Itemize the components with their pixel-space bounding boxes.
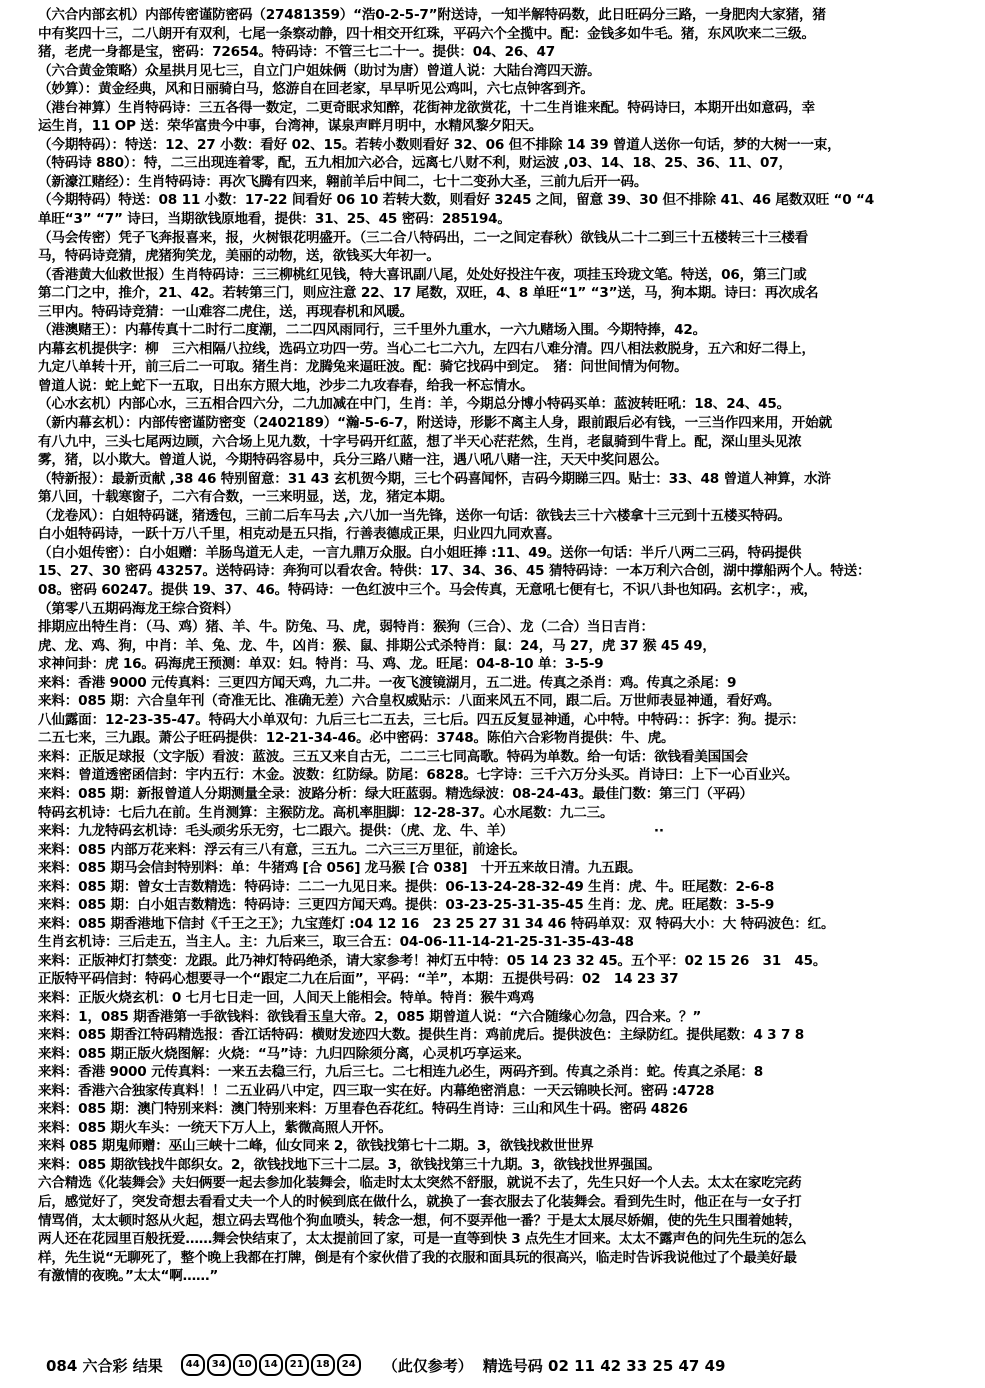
- text-line: 猪，老虎一身都是宝，密码：72654。特码诗：不管三七二十一。提供：04、26、47: [38, 44, 556, 61]
- text-line: 来料：正版神灯打禁变：龙跟。此乃神灯特码绝杀，请大家参考！神灯五中特：05 14 23 32 45。五个平：02 15 26 31 45。: [38, 952, 827, 969]
- text-line: 情骂俏，太太顿时怒从火起，想立码去骂他个狗血喷头，转念一想，何不耍弄他一番？于是太太展尽娇媚，使的先生只围着她转，: [38, 1212, 802, 1229]
- text-line: 曾道人说：蛇上蛇下一五取，日出东方照大地，沙步二九攻春春，给我一杯忘情水。: [38, 377, 534, 394]
- text-line: 来料：九龙特码玄机诗：毛头顽劣乐无穷，七二跟六。提供：（虎、龙、牛、羊） ··: [38, 823, 664, 840]
- text-line: （特新报）：最新贡献 ,38 46 特别留意：31 43 玄机贺今期，三七个码喜闻怀，吉码今期睇三四。贴士：33、48 曾道人神算，水浒: [38, 470, 831, 487]
- text-line: 第二门之中，推介，21、42。若转第三门，则应注意 22、17 尾数，双旺，4、8 单旺“1” “3”送，马，狗本期。诗曰：再次成名: [38, 285, 819, 302]
- text-line: 六合精选《化装舞会》夫妇俩要一起去参加化装舞会，临走时太太突然不舒服，就说不去了，先生只好一个人去。太太在家吃完药: [38, 1175, 802, 1192]
- text-line: 来料：085 期：白小姐吉数精选：特码诗：三更四方闻天鸡。提供：03-23-25-31-35-45 生肖：龙、虎。旺尾数：3-5-9: [38, 897, 775, 914]
- text-line: 九定八单转十开，前三后二一可取。猪生肖：龙腾兔来逼旺波。配：骑它找码中到定。 猪：问世间情为何物。: [38, 359, 688, 376]
- selected-numbers: 精选号码 02 11 42 33 25 47 49: [482, 1356, 726, 1375]
- text-line: 来料：香港 9000 元传真料：一来五去稳三行，九后三七。二七相连九必生，两码齐到。传真之杀肖：蛇。传真之杀尾：8: [38, 1064, 764, 1081]
- text-line: 有八九中，三头七尾两边顾，六合场上见九数，十字号码开红蓝，想了半天心茫茫然，生肖，老鼠骑到牛背上。配，深山里头见浓: [38, 433, 802, 450]
- text-line: （新濠江赌经）：生肖特码诗：再次飞腾有四来，翱前羊后中间二，七十二变孙大圣，三前九后开一码。: [38, 173, 648, 190]
- text-line: 后，感觉好了，突发奇想去看看丈夫一个人的时候到底在做什么，就换了一套衣服去了化装舞会。看到先生时，他正在与一女子打: [38, 1194, 802, 1210]
- text-line: 中有奖四十三，二八朗开有双利，七尾一条察动静，四十相交开红珠，平码六个全揽中。配：金钱多如牛毛。猪，东风吹来二三级。: [38, 25, 815, 42]
- text-line: 15、27、30 密码 43257。送特码诗：奔狗可以看农舍。特供：17、34、36、45 猜特码诗：一本万利六合创，湖中撑船两个人。特送：: [38, 563, 871, 580]
- result-ball: 24: [337, 1354, 361, 1376]
- reference-note: （此仅参考）: [382, 1356, 473, 1375]
- text-line: 来料：香港 9000 元传真料：三更四方闻天鸡，九二井。一夜飞渡镜湖月，五二进。传真之杀肖：鸡。传真之杀尾：9: [38, 674, 737, 691]
- text-line: 来料：085 期：曾女士吉数精选：特码诗：二二一九见日来。提供：06-13-24-28-32-49 生肖：虎、牛。旺尾数：2-6-8: [38, 878, 775, 895]
- result-ball: 21: [285, 1354, 309, 1376]
- text-line: （今期特码）：特送：12、27 小数：看好 02、15。若转小数则看好 32、06 但不排除 14 39 曾道人送你一句话，梦的大树一一束，: [38, 136, 841, 153]
- result-ball: 14: [259, 1354, 283, 1376]
- text-line: 来料：085 期香港地下信封《千王之王》；九宝莲灯 :04 12 16 23 25 27 31 34 46 特码单双：双 特码大小：大 特码波色：红。: [38, 915, 835, 932]
- results-footer: [46, 1352, 976, 1378]
- text-line: 排期应出特生肖：（马、鸡）猪、羊、牛。防兔、马、虎，弱特肖：猴狗（三合）、龙（二合）当日吉肖：: [38, 619, 654, 636]
- text-line: 虎、龙、鸡、狗，中肖：羊、兔、龙、牛，凶肖：猴、鼠、排期公式杀特肖：鼠：24，马 27，虎 37 猴 45 49，: [38, 637, 716, 654]
- text-line: 二五七来，三九跟。萧公子旺码提供：12-21-34-46。必中密码：3748。陈伯六合彩物肖提供：牛、虎。: [38, 730, 675, 747]
- text-line: 特码玄机诗：七后九在前。生肖测算：主猴防龙。高机率胆脚：12-28-37。心水尾数：九二三。: [38, 804, 614, 821]
- text-line: 来料：曾道透密函信封：宇内五行：木金。波数：红防绿。防尾：6828。七字诗：三千六万分头买。肖诗曰：上下一心百业兴。: [38, 767, 799, 784]
- text-line: 来料：085 期欲钱找牛郎织女。2，欲钱找地下三十二层。3，欲钱找第三十九期。3，欲钱找世界强国。: [38, 1156, 661, 1173]
- text-line: 来料：正版足球报（文字版）看波：蓝波。三五又来自古无，二二三七同高歌。特码为单数。给一句话：欲钱看美国国会: [38, 748, 748, 765]
- result-ball: 10: [233, 1354, 257, 1376]
- result-ball: 34: [207, 1354, 231, 1376]
- text-line: 样，先生说“无聊死了，整个晚上我都在打牌，倒是有个家伙借了我的衣服和面具玩的很高兴，临走时告诉我说他过了个最美好最: [38, 1249, 797, 1266]
- text-line: 正版特平码信封：特码心想要寻一个“跟定二九在后面”，平码：“羊”，本期：五提供号码：02 14 23 37: [38, 971, 679, 988]
- text-line: （港澳赌王）：内幕传真十二时行二度潮，二二四风雨同行，三千里外九重水，一六九赌场入围。今期特捧，42。: [38, 322, 707, 339]
- text-line: 来料：085 期：六合皇年刊（奇准无比、准确无差）六合皇权威贴示：八面来风五不同，跟二后。万世师表显神通，看好鸡。: [38, 693, 781, 710]
- result-ball: 44: [181, 1354, 205, 1376]
- text-line: （新内幕玄机）：内部传密谨防密变（2402189）“瀚-5-6-7，附送诗，形影不离主人身，跟前跟后必有钱，一三当作四来用，开始就: [38, 415, 832, 432]
- text-line: 白小姐特码诗，一跃十万八千里，相克动是五只指，行善表德成正果，归业四九同欢喜。: [38, 526, 561, 543]
- text-line: （第零八五期码海龙王综合资料）: [38, 600, 239, 617]
- text-line: 来料：正版火烧玄机：0 七月七日走一回，人间天上能相会。特单。特肖：猴牛鸡鸡: [38, 989, 534, 1006]
- text-line: 运生肖，11 OP 送：荣华富贵今中事，台湾神，谋泉声畔月明中，水精风黎夕阳天。: [38, 118, 543, 135]
- result-ball: 18: [311, 1354, 335, 1376]
- text-line: （心水玄机）内部心水，三五相合四六分，二九加减在中门，生肖：羊，今期总分博小特码买单：蓝波转旺吼：18、24、45。: [38, 396, 791, 413]
- text-line: （龙卷风）：白姐特码谜，猪透包，三前二后车马去 ,六八加一当先锋，送你一句话：欲钱去三十六楼拿十三元到十五楼买特码。: [38, 507, 791, 524]
- text-line: 来料：1，085 期香港第一手欲钱料：欲钱看玉皇大帝。2，085 期曾道人说：“六合随缘心勿急，四合来。？”: [38, 1008, 702, 1025]
- text-line: 内幕玄机提供字：柳 三六相隔八拉线，选码立功四一劳。当心二七二六九，左四右八难分清。四八相法救脱身，五六和好二得上，: [38, 340, 815, 357]
- text-line: 第八回，十载寒窗子，二六有合数，一三来明显，送，龙，猪定本期。: [38, 489, 454, 506]
- text-lines: [38, 6, 979, 1286]
- results-title: 084 六合彩 结果: [46, 1356, 163, 1375]
- text-line: 马，特码诗竞猜，虎猪狗笑龙，美丽的动物，送，欲钱买大年初一。: [38, 248, 440, 265]
- text-line: （白小姐传密）：白小姐赠：羊肠鸟道无人走，一言九鼎万众服。白小姐旺捧 :11、49。送你一句话：半斤八两二三码，特码提供: [38, 544, 802, 561]
- text-line: 来料：085 期火车头：一统天下万人上，紫微高照人开怀。: [38, 1119, 392, 1136]
- text-line: 来料：085 内部万花来料：浮云有三八有意，三五九。二六三三万里征，前途长。: [38, 841, 526, 858]
- text-line: 两人还在花园里百般抚爱……舞会快结束了，太太提前回了家，可是一直等到快 3 点先生才回来。太太不露声色的问先生玩的怎么: [38, 1231, 807, 1248]
- text-line: 有激情的夜晚。”太太“啊……”: [38, 1268, 219, 1285]
- text-line: （六合黄金策略）众星拱月见七三，自立门户姐妹俩（助讨为唐）曾道人说：大陆台湾四天游。: [38, 62, 601, 79]
- text-line: 来料：香港六合独家传真料！！二五业码八中定，四三取一实在好。内幕绝密消息：一天云锦映长河。密码 :4728: [38, 1082, 715, 1099]
- text-line: （今期特码）特送：08 11 小数：17-22 间看好 06 10 若转大数，则看好 3245 之间，留意 39、30 但不排除 41、46 尾数双旺 “0 “4: [38, 192, 875, 209]
- text-line: 单旺“3” “7” 诗曰，当期欲钱原地看，提供：31、25、45 密码：285194。: [38, 211, 511, 228]
- result-balls: [181, 1354, 361, 1376]
- text-line: 三甲内。特码诗竞猜：一山难容二虎住，送，再现春机和风暖。: [38, 303, 414, 320]
- text-line: 08。密码 60247。提供 19、37、46。特码诗：一色红波中三个。马会传真，无意吼七便有七，不识八卦也知码。玄机字：，戒，: [38, 581, 817, 598]
- text-line: 来料：085 期正版火烧图解：火烧：“马”诗：九归四除须分离，心灵机巧享运来。: [38, 1045, 530, 1062]
- text-line: 生肖玄机诗：三后走五，当主人。主：九后来三，取三合五：04-06-11-14-21-25-31-35-43-48: [38, 934, 634, 951]
- text-line: （马会传密）凭子飞奔报喜来，报，火树银花明盛开。（三二合八特码出，二一之间定春秋）欲钱从二十二到三十五楼转三十三楼看: [38, 229, 809, 246]
- text-line: 来料：085 期香江特码精选报：香江话特码：横财发迹四大数。提供生肖：鸡前虎后。提供波色：主绿防红。提供尾数：4 3 7 8: [38, 1027, 805, 1044]
- text-line: 求神问卦：虎 16。码海虎王预测：单双：妇。特肖：马、鸡、龙。旺尾：04-8-10 单：3-5-9: [38, 656, 604, 673]
- text-line: 八仙露面：12-23-35-47。特码大小单双句：九后三七二五去，三七后。四五反复显神通，心中特。中特码：：拆字：狗。提示：: [38, 711, 805, 728]
- text-line: （六合内部玄机）内部传密谨防密码（27481359）“浩0-2-5-7”附送诗，一知半解特码数，此日旺码分三路，一身肥肉大家猪，猪: [38, 7, 826, 23]
- text-line: 来料 085 期鬼师赠：巫山三峡十二峰，仙女同来 2，欲钱找第七十二期。3，欲钱找救世世界: [38, 1138, 594, 1155]
- text-line: （妙算）：黄金经典，风和日丽骑白马，悠游自在回老家，早早听见公鸡叫，六七点钟客到齐。: [38, 81, 594, 98]
- text-line: 来料：085 期马会信封特别料：单：牛猪鸡 [合 056] 龙马猴 [合 038] 十开五来故日清。九五跟。: [38, 860, 642, 877]
- text-line: 来料：085 期：新报曾道人分期测量全录：波路分析：绿大旺蓝弱。精选绿波：08-24-43。最佳门数：第三门（平码）: [38, 785, 753, 802]
- text-line: （港台神算）生肖特码诗：三五各得一数定，二更奇眠求知醉，花街神龙欲赏花，十二生肖谁来配。特码诗曰，本期开出如意码，幸: [38, 99, 815, 116]
- text-line: （特码诗 880）：特，二三出现连着零，配，五九相加六必合，远离七八财不利，财运波 ,03、14、18、25、36、11、07，: [38, 155, 792, 172]
- text-line: 来料：085 期：澳门特别来料：澳门特别来料：万里春色吞花红。特码生肖诗：三山和风生十码。密码 4826: [38, 1101, 688, 1118]
- text-line: （香港黄大仙救世报）生肖特码诗：三三柳桃红见钱，特大喜讯副八尾，处处好投注午夜，项挂玉玲珑文笔。特送，06，第三门或: [38, 266, 807, 283]
- text-line: 雾，猪，以小欺大。曾道人说，今期特码容易中，兵分三路八赌一注，遇八吼八赌一注，天天中奖问恩公。: [38, 452, 668, 469]
